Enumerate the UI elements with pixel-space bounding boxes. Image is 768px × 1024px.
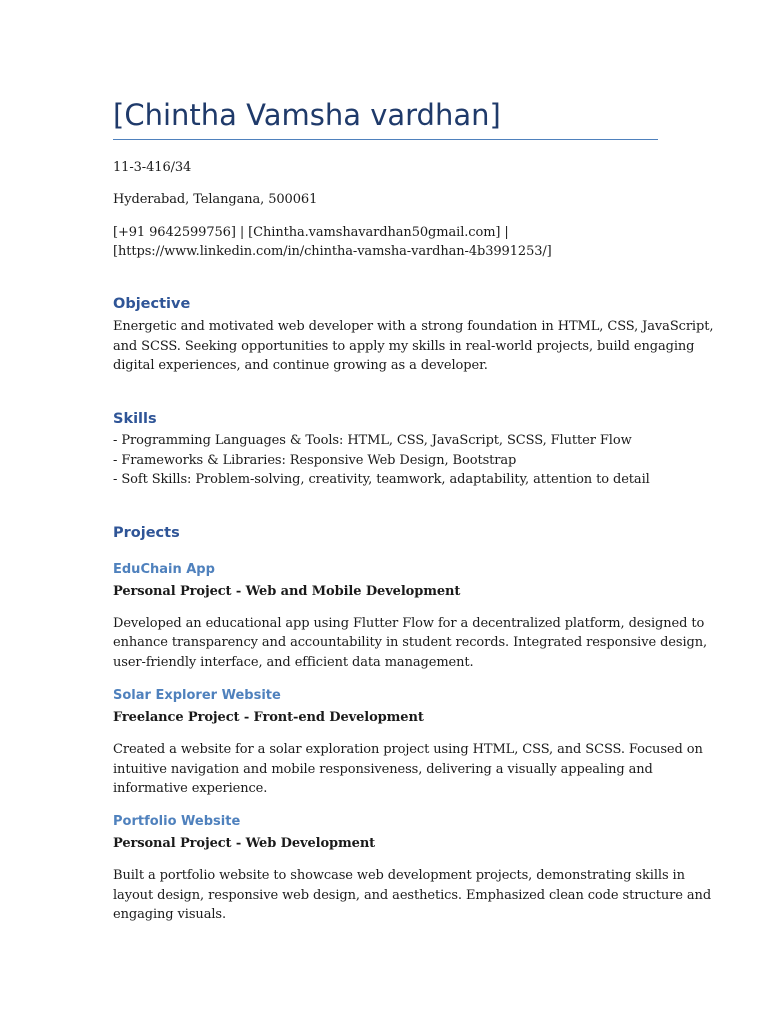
objective-heading: Objective [113, 296, 191, 312]
project-description-line: Created a website for a solar exploration project using HTML, CSS, and SCSS. Focused on [113, 742, 703, 757]
project-description-line: layout design, responsive web design, and aesthetics. Emphasized clean code structure and [113, 888, 712, 903]
project-title: EduChain App [113, 562, 215, 577]
address-line-1: 11-3-416/34 [113, 160, 192, 175]
project-title: Portfolio Website [113, 814, 241, 829]
project-subtitle: Personal Project - Web and Mobile Development [113, 584, 461, 599]
objective-line: Energetic and motivated web developer with a strong foundation in HTML, CSS, JavaScript, [113, 319, 714, 334]
project-description-line: informative experience. [113, 781, 268, 796]
resume-name: [Chintha Vamsha vardhan] [113, 98, 501, 132]
projects-heading: Projects [113, 525, 180, 541]
project-description-line: Developed an educational app using Flutter Flow for a decentralized platform, designed to [113, 616, 705, 631]
project-subtitle: Freelance Project - Front-end Development [113, 710, 424, 725]
skills-heading: Skills [113, 411, 157, 427]
contact-line-2: [https://www.linkedin.com/in/chintha-vamsha-vardhan-4b3991253/] [113, 244, 552, 259]
project-description-line: Built a portfolio website to showcase web development projects, demonstrating skills in [113, 868, 685, 883]
objective-line: and SCSS. Seeking opportunities to apply my skills in real-world projects, build engaging [113, 339, 695, 354]
project-title: Solar Explorer Website [113, 688, 281, 703]
project-description-line: enhance transparency and accountability in student records. Integrated responsive design, [113, 635, 708, 650]
objective-line: digital experiences, and continue growing as a developer. [113, 358, 488, 373]
skills-item: - Programming Languages & Tools: HTML, CSS, JavaScript, SCSS, Flutter Flow [113, 433, 632, 448]
project-description-line: intuitive navigation and mobile responsiveness, delivering a visually appealing and [113, 762, 653, 777]
skills-item: - Soft Skills: Problem-solving, creativity, teamwork, adaptability, attention to detail [113, 472, 650, 487]
contact-line-1: [+91 9642599756] | [Chintha.vamshavardhan50gmail.com] | [113, 225, 509, 240]
project-description-line: user-friendly interface, and efficient data management. [113, 655, 474, 670]
project-description-line: engaging visuals. [113, 907, 227, 922]
skills-item: - Frameworks & Libraries: Responsive Web Design, Bootstrap [113, 453, 517, 468]
project-subtitle: Personal Project - Web Development [113, 836, 376, 851]
address-line-2: Hyderabad, Telangana, 500061 [113, 192, 318, 207]
title-underline [113, 139, 658, 140]
